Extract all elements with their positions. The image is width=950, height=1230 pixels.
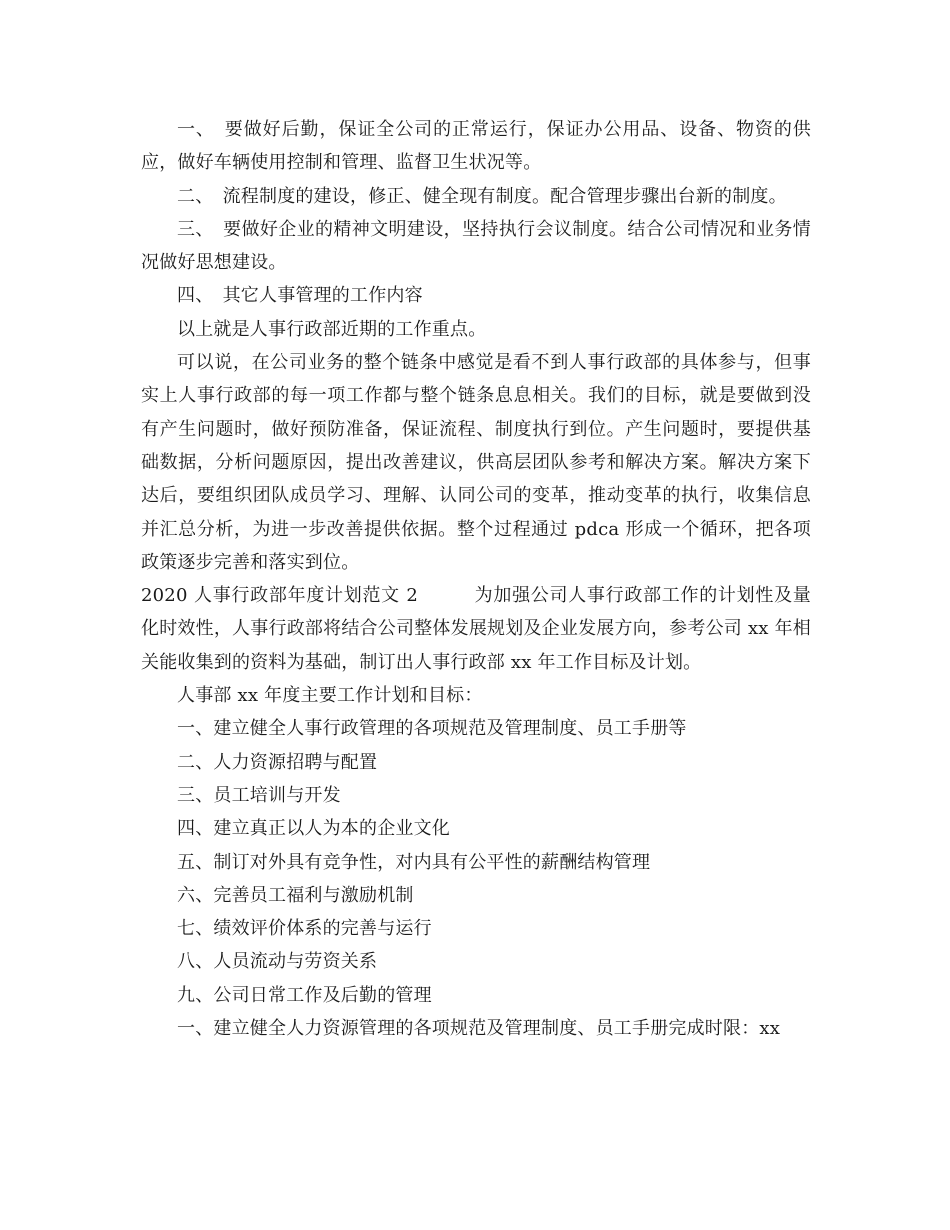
list-item-plan-4: 四、建立真正以人为本的企业文化 [177,818,450,840]
paragraph-summary: 以上就是人事行政部近期的工作重点。 [177,318,487,340]
paragraph-process-system: 二、 流程制度的建设，修正、健全现有制度。配合管理步骤出台新的制度。 [177,185,787,207]
paragraph-spiritual-civilization: 三、 要做好企业的精神文明建设，坚持执行会议制度。结合公司情况和业务情况做好思想建设。 [141,218,811,274]
paragraph-detail-1: 一、建立健全人力资源管理的各项规范及管理制度、员工手册完成时限：xx [177,1018,781,1040]
list-item-plan-2: 二、人力资源招聘与配置 [177,751,378,773]
paragraph-plan-intro: 2020 人事行政部年度计划范文 2 为加强公司人事行政部工作的计划性及量化时效性，人事行政部将结合公司整体发展规划及企业发展方向，参考公司 xx 年相关能收集到的资料为基础，制订出人事行政部 xx 年工作目标及计划。 [141,585,811,673]
list-item-plan-8: 八、人员流动与劳资关系 [177,951,378,973]
list-item-plan-3: 三、员工培训与开发 [177,784,341,806]
list-item-plan-5: 五、制订对外具有竞争性，对内具有公平性的薪酬结构管理 [177,851,651,873]
list-item-plan-1: 一、建立健全人事行政管理的各项规范及管理制度、员工手册等 [177,718,687,740]
list-item-plan-7: 七、绩效评价体系的完善与运行 [177,918,432,940]
paragraph-plan-heading: 人事部 xx 年度主要工作计划和目标： [177,685,483,707]
paragraph-workflow-description: 可以说，在公司业务的整个链条中感觉是看不到人事行政部的具体参与，但事实上人事行政部的每一项工作都与整个链条息息相关。我们的目标，就是要做到没有产生问题时，做好预防准备，保证流程、制度执行到位。产生问题时，要提供基础数据，分析问题原因，提出改善建议，供高层团队参考和解决方案。解决方案下达后，要组织团队成员学习、理解、认同公司的变革，推动变革的执行，收集信息并汇总分析，为进一步改善提供依据。整个过程通过 pdca 形成一个循环，把各项政策逐步完善和落实到位。 [141,352,811,573]
document-body [141,113,811,1045]
paragraph-logistics: 一、 要做好后勤，保证全公司的正常运行，保证办公用品、设备、物资的供应，做好车辆使用控制和管理、监督卫生状况等。 [141,119,811,174]
paragraph-other-hr: 四、 其它人事管理的工作内容 [177,285,423,307]
list-item-plan-9: 九、公司日常工作及后勤的管理 [177,984,432,1006]
list-item-plan-6: 六、完善员工福利与激励机制 [177,884,414,906]
